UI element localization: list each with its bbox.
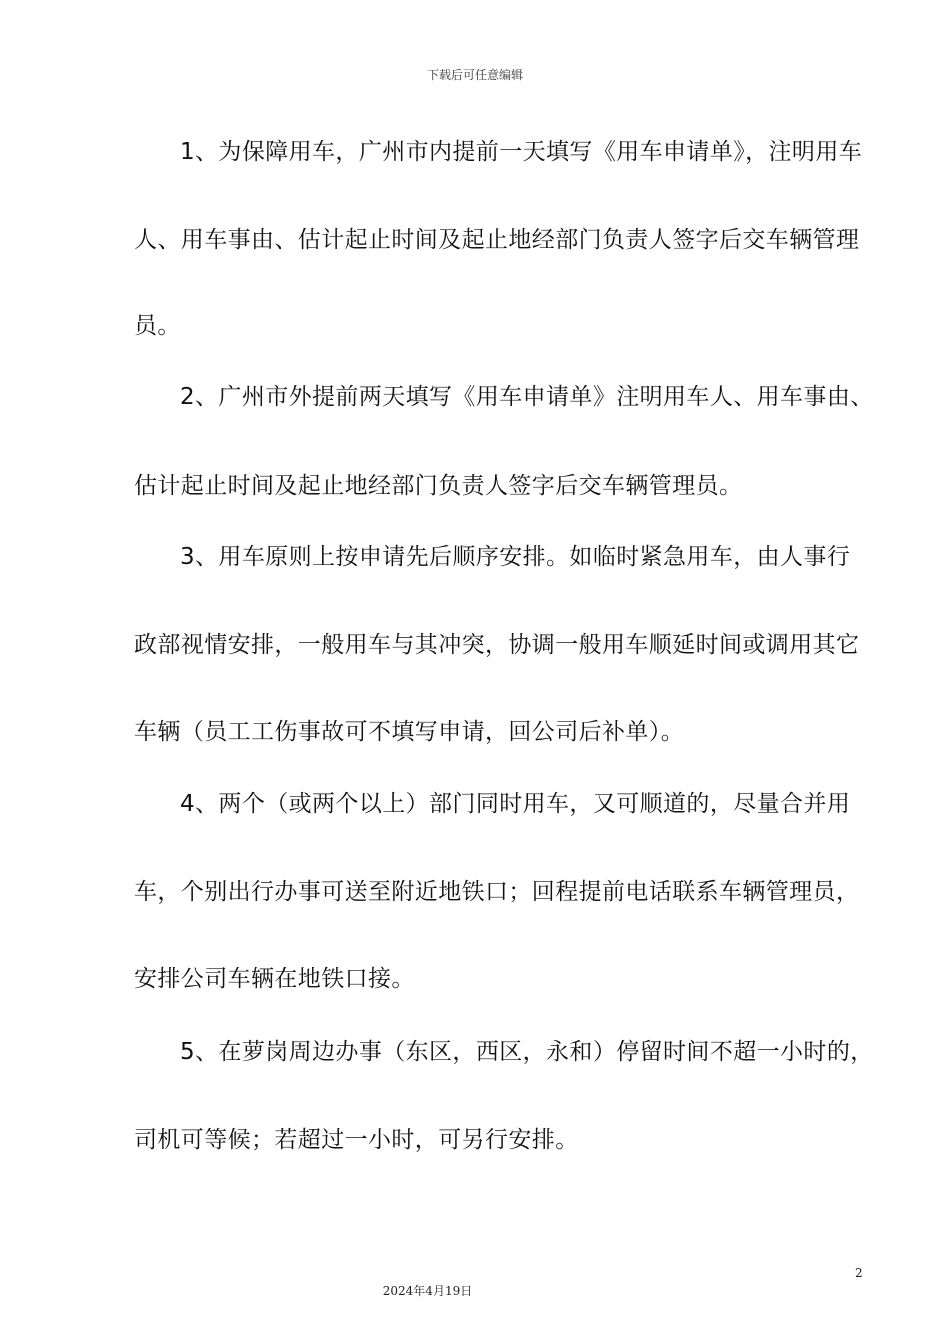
paragraph-4-line-2: 车，个别出行办事可送至附近地铁口；回程提前电话联系车辆管理员， <box>134 879 860 905</box>
paragraph-5-line-2: 司机可等候；若超过一小时，可另行安排。 <box>134 1127 579 1153</box>
paragraph-2-line-1: 2、广州市外提前两天填写《用车申请单》注明用车人、用车事由、 <box>180 384 874 410</box>
paragraph-2-line-2: 估计起止时间及起止地经部门负责人签字后交车辆管理员。 <box>134 473 743 499</box>
paragraph-1-line-3: 员。 <box>134 313 181 339</box>
page-header: 下载后可任意编辑 <box>426 68 523 82</box>
paragraph-4-line-1: 4、两个（或两个以上）部门同时用车，又可顺道的，尽量合并用 <box>180 791 851 817</box>
paragraph-3-line-1: 3、用车原则上按申请先后顺序安排。如临时紧急用车，由人事行 <box>180 544 851 570</box>
paragraph-4-line-3: 安排公司车辆在地铁口接。 <box>134 966 415 992</box>
paragraph-3-line-2: 政部视情安排，一般用车与其冲突，协调一般用车顺延时间或调用其它 <box>134 632 860 658</box>
paragraph-3-line-3: 车辆（员工工伤事故可不填写申请，回公司后补单）。 <box>134 719 685 745</box>
paragraph-1-line-2: 人、用车事由、估计起止时间及起止地经部门负责人签字后交车辆管理 <box>134 227 860 253</box>
paragraph-1-line-1: 1、为保障用车，广州市内提前一天填写《用车申请单》，注明用车 <box>180 139 863 165</box>
page-number: 2 <box>855 1266 863 1280</box>
paragraph-5-line-1: 5、在萝岗周边办事（东区，西区，永和）停留时间不超一小时的， <box>180 1039 874 1065</box>
footer-date: 2024年4月19日 <box>382 1284 473 1298</box>
